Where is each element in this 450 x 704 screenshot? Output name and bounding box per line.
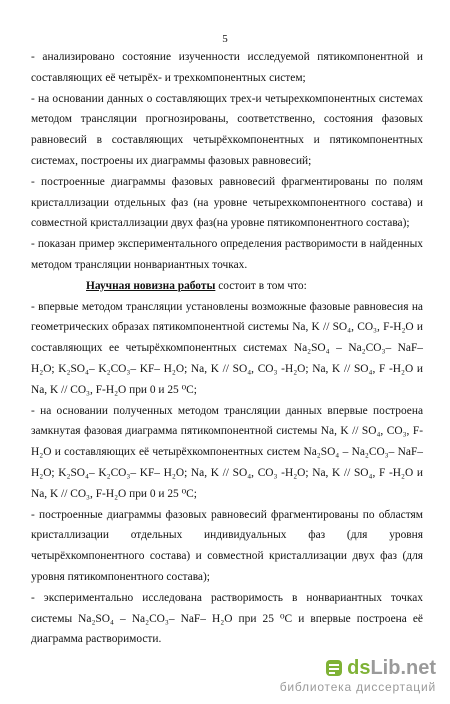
logo-ds: ds [347, 657, 371, 679]
heading-lead: состоит в том что: [215, 279, 307, 292]
paragraph: - экспериментально исследована растворимость в нонвариантных точках системы Na₂SO₄ – Na₂CO₃– NaF– H₂O при 25 ⁰С и впервые построена её диаграмма растворимости. [31, 591, 423, 646]
watermark-tagline: библиотека диссертаций [279, 680, 436, 694]
paragraph: - на основании данных о составляющих трех-и четырехкомпонентных системах методом трансляции прогнозированы, соответственно, состояния фазовых равновесий в составляющих четырёхкомпонентных и пятикомпонентных системах, построены их диаграммы фазовых равновесий; [31, 92, 423, 167]
watermark-logo [347, 657, 436, 679]
document-body [31, 47, 423, 650]
dslib-logo-icon [325, 659, 343, 677]
paragraph: - построенные диаграммы фазовых равновесий фрагментированы по областям кристаллизации отдельных индивидуальных фаз (для уровня четырёхкомпонентного состава) и совместной кристаллизации двух фаз (для уровня пятикомпонентного состава); [31, 508, 423, 583]
paragraph: - впервые методом трансляции установлены возможные фазовые равновесия на геометрических образах пятикомпонентной системы Na, K // SO₄, CO₃, F-H₂O и составляющих ее четырёхкомпонентных системах Na₂SO₄ – Na₂CO₃– NaF– H₂O; K₂SO₄– K₂CO₃– KF– H₂O; Na, K // SO₄, CO₃ -H₂O; Na, K // SO₄, F -H₂O и Na, K // CO₃, F-H₂O при 0 и 25 ⁰С; [31, 300, 423, 396]
novelty-paragraph [31, 276, 423, 297]
paragraph: - на основании полученных методом трансляции данных впервые построена замкнутая фазовая диаграмма пятикомпонентной системы Na, K // SO₄, CO₃, F- H₂O и составляющих её четырёхкомпонентных систем Na₂SO₄ – Na₂CO₃– NaF– H₂O; K₂SO₄– K₂CO₃– KF– H₂O; Na, K // SO₄, CO₃ -H₂O; Na, K // SO₄, F -H₂O и Na, K // CO₃, F-H₂O при 0 и 25 ⁰С; [31, 404, 423, 500]
paragraph: - показан пример экспериментального определения растворимости в найденных методом трансляции нонвариантных точках. [31, 238, 423, 271]
page-number: 5 [222, 33, 228, 45]
logo-rest: Lib.net [370, 657, 436, 679]
section-heading: Научная новизна работы [86, 279, 216, 292]
watermark [280, 657, 436, 694]
paragraph: - построенные диаграммы фазовых равновесий фрагментированы по полям кристаллизации отдельных фаз (на уровне четырехкомпонентного состава) и совместной кристаллизации двух фаз(на уровне пятикомпонентного состава); [31, 175, 423, 230]
paragraph: - анализировано состояние изученности исследуемой пятикомпонентной и составляющих её четырёх- и трехкомпонентных систем; [31, 51, 423, 84]
